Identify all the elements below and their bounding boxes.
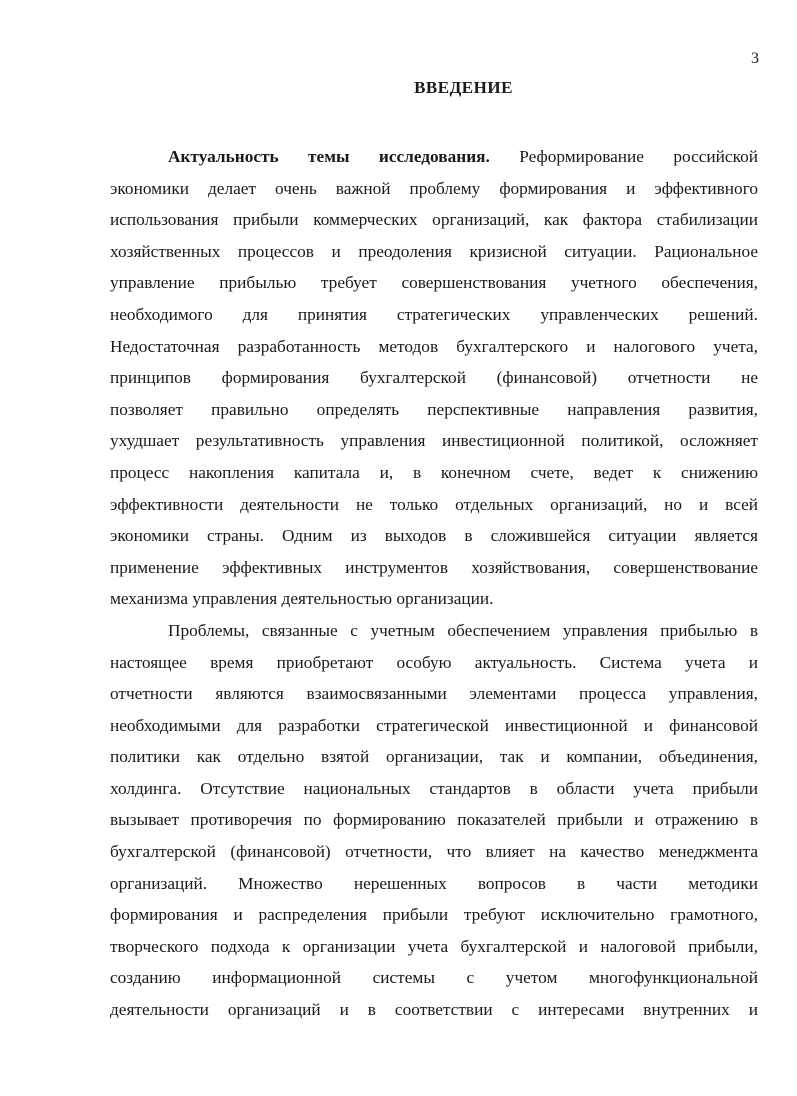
paragraph-2-line: отчетности являются взаимосвязанными элементами процесса управления, <box>110 684 758 704</box>
paragraph-1-line: необходимого для принятия стратегических управленческих решений. <box>110 304 758 324</box>
paragraph-2-line: Проблемы, связанные с учетным обеспечением управления прибылью в <box>168 620 758 640</box>
paragraph-1-line-1 <box>110 141 758 173</box>
paragraph-2-line: деятельности организаций и в соответствии с интересами внутренних и <box>110 1000 758 1020</box>
paragraph-1-line: ухудшает результативность управления инвестиционной политикой, осложняет <box>110 431 758 451</box>
paragraph-1-line: позволяет правильно определять перспективные направления развития, <box>110 399 758 419</box>
paragraph-2-line: вызывает противоречия по формированию показателей прибыли и отражению в <box>110 810 758 830</box>
paragraph-1-line: использования прибыли коммерческих организаций, как фактора стабилизации <box>110 210 758 230</box>
paragraph-1-line: хозяйственных процессов и преодоления кризисной ситуации. Рациональное <box>110 241 758 261</box>
paragraph-1-line: экономики делает очень важной проблему формирования и эффективного <box>110 178 758 198</box>
paragraph-2-line: холдинга. Отсутствие национальных стандартов в области учета прибыли <box>110 778 758 798</box>
paragraph-2-line: формирования и распределения прибыли требуют исключительно грамотного, <box>110 905 758 925</box>
paragraph-1-line: эффективности деятельности не только отдельных организаций, но и всей <box>110 494 758 514</box>
paragraph-2-line: организаций. Множество нерешенных вопросов в части методики <box>110 873 758 893</box>
paragraph-1-line: управление прибылью требует совершенствования учетного обеспечения, <box>110 273 758 293</box>
paragraph-2-line: необходимыми для разработки стратегической инвестиционной и финансовой <box>110 715 758 735</box>
paragraph-2-line: политики как отдельно взятой организации, так и компании, объединения, <box>110 747 758 767</box>
paragraph-1-line: механизма управления деятельностью организации. <box>110 589 494 609</box>
paragraph-1-line: Недостаточная разработанность методов бухгалтерского и налогового учета, <box>110 336 758 356</box>
paragraph-1-line: принципов формирования бухгалтерской (финансовой) отчетности не <box>110 368 758 388</box>
topic-relevance-heading: Актуальность темы исследования. <box>168 147 490 166</box>
paragraph-2-line: бухгалтерской (финансовой) отчетности, что влияет на качество менеджмента <box>110 842 758 862</box>
paragraph-2-line: настоящее время приобретают особую актуальность. Система учета и <box>110 652 758 672</box>
page-title: ВВЕДЕНИЕ <box>414 78 513 97</box>
page-number: 3 <box>751 50 759 67</box>
paragraph-2-line: созданию информационной системы с учетом многофункциональной <box>110 968 758 988</box>
paragraph-1-line: процесс накопления капитала и, в конечном счете, ведет к снижению <box>110 462 758 482</box>
paragraph-2-line: творческого подхода к организации учета бухгалтерской и налоговой прибыли, <box>110 936 758 956</box>
paragraph-1-line: экономики страны. Одним из выходов в сложившейся ситуации является <box>110 526 758 546</box>
paragraph-1-line: применение эффективных инструментов хозяйствования, совершенствование <box>110 557 758 577</box>
document-body <box>110 141 758 1026</box>
paragraph-1-line-1-rest: Реформирование российской <box>519 147 759 166</box>
